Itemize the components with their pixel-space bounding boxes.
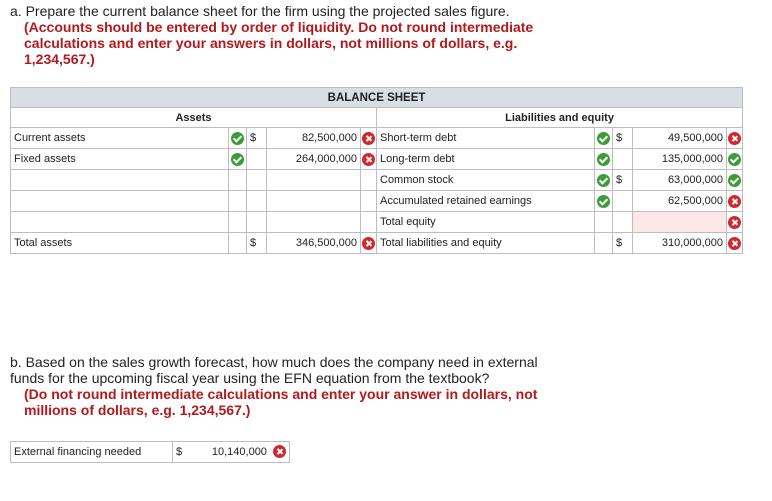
- dollar-sign: $: [176, 446, 183, 458]
- dollar-sign: $: [247, 233, 267, 254]
- dollar-sign: [613, 149, 633, 170]
- question-b-instruction: (Do not round intermediate calculations and enter your answer in dollars, not millions of dollars, e.g. 1,234,567.): [24, 386, 538, 418]
- correct-icon: [231, 153, 244, 166]
- efn-label: External financing needed: [11, 442, 173, 463]
- total-assets-input[interactable]: 346,500,000: [267, 233, 361, 254]
- incorrect-icon: [362, 237, 375, 250]
- asset-value-input[interactable]: [267, 191, 361, 212]
- total-equity-input[interactable]: [633, 212, 727, 233]
- correct-icon: [728, 174, 741, 187]
- correct-icon: [597, 174, 610, 187]
- incorrect-icon: [728, 216, 741, 229]
- question-a: [10, 3, 570, 67]
- correct-icon: [728, 153, 741, 166]
- dollar-sign: $: [613, 128, 633, 149]
- total-assets-label: Total assets: [11, 233, 229, 254]
- question-a-lead: a. Prepare the current balance sheet for the firm using the projected sales figure.: [10, 3, 510, 19]
- question-a-instruction: (Accounts should be entered by order of liquidity. Do not round intermediate calculations and enter your answers in dollars, not millions of dollars, e.g. 1,234,567.): [24, 19, 534, 67]
- asset-label-field[interactable]: [11, 170, 229, 191]
- liability-label-field[interactable]: Accumulated retained earnings: [377, 191, 595, 212]
- balance-sheet-table: [10, 87, 743, 254]
- balance-sheet-row: [11, 170, 743, 191]
- efn-table: [10, 441, 290, 463]
- balance-sheet-row: [11, 191, 743, 212]
- question-b: [10, 354, 570, 418]
- asset-label-field[interactable]: Current assets: [11, 128, 229, 149]
- asset-label-field[interactable]: [11, 191, 229, 212]
- asset-label-field[interactable]: Fixed assets: [11, 149, 229, 170]
- correct-icon: [231, 132, 244, 145]
- asset-value-input[interactable]: 264,000,000: [267, 149, 361, 170]
- dollar-sign: $: [247, 128, 267, 149]
- dollar-sign: [613, 191, 633, 212]
- correct-icon: [597, 132, 610, 145]
- liability-value-input[interactable]: 49,500,000: [633, 128, 727, 149]
- blank-asset-cell[interactable]: [11, 212, 229, 233]
- asset-value-input[interactable]: 82,500,000: [267, 128, 361, 149]
- incorrect-icon: [362, 153, 375, 166]
- dollar-sign: $: [613, 170, 633, 191]
- question-b-lead: b. Based on the sales growth forecast, how much does the company need in external funds for the upcoming fiscal year using the EFN equation from the textbook?: [10, 354, 538, 386]
- incorrect-icon: [728, 132, 741, 145]
- incorrect-icon: [362, 132, 375, 145]
- incorrect-icon: [728, 195, 741, 208]
- balance-sheet-row: [11, 149, 743, 170]
- efn-input[interactable]: [173, 442, 290, 463]
- dollar-sign: [247, 149, 267, 170]
- incorrect-icon: [728, 237, 741, 250]
- total-liabilities-equity-input[interactable]: 310,000,000: [633, 233, 727, 254]
- incorrect-icon: [273, 445, 286, 458]
- assets-header: Assets: [11, 108, 377, 128]
- liability-label-field[interactable]: Long-term debt: [377, 149, 595, 170]
- asset-value-input[interactable]: [267, 170, 361, 191]
- total-liabilities-equity-label: Total liabilities and equity: [377, 233, 595, 254]
- liability-value-input[interactable]: 63,000,000: [633, 170, 727, 191]
- liability-label-field[interactable]: Short-term debt: [377, 128, 595, 149]
- efn-value: 10,140,000: [211, 446, 267, 458]
- liability-value-input[interactable]: 62,500,000: [633, 191, 727, 212]
- dollar-sign: $: [613, 233, 633, 254]
- balance-sheet-row: [11, 128, 743, 149]
- liabilities-equity-header: Liabilities and equity: [377, 108, 743, 128]
- dollar-sign: [247, 191, 267, 212]
- correct-icon: [597, 153, 610, 166]
- correct-icon: [597, 195, 610, 208]
- dollar-sign: [247, 170, 267, 191]
- balance-sheet-title: BALANCE SHEET: [11, 88, 743, 108]
- total-equity-label: Total equity: [377, 212, 595, 233]
- liability-label-field[interactable]: Common stock: [377, 170, 595, 191]
- liability-value-input[interactable]: 135,000,000: [633, 149, 727, 170]
